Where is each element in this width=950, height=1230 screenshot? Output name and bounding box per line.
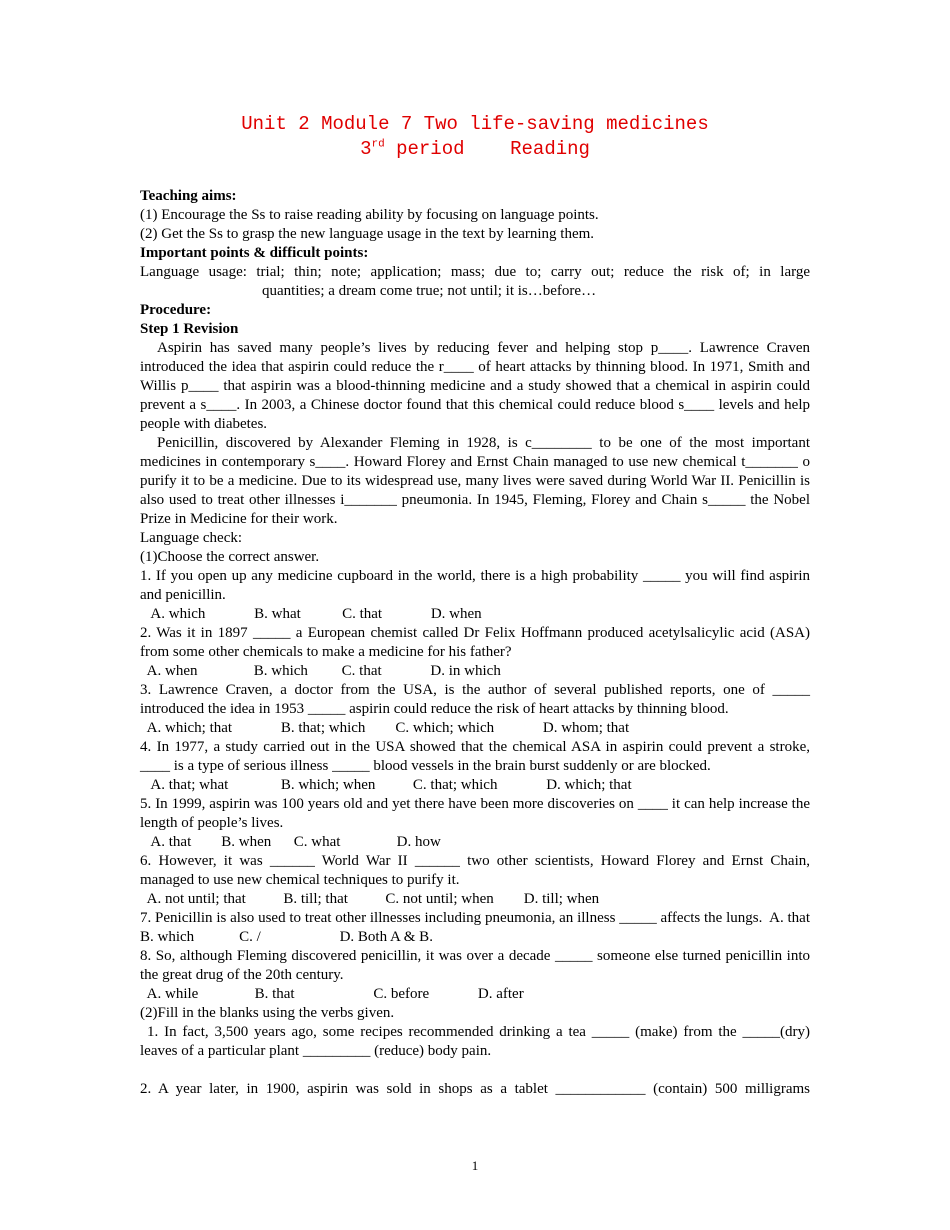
question-7 <box>140 909 844 947</box>
document-title <box>140 112 810 162</box>
question-text: 7. Penicillin is also used to treat other illnesses including pneumonia, an illness _____ affects the lungs. A. that B. which C. / D. Both A & B. <box>140 910 844 945</box>
aim-item-1: (1) Encourage the Ss to raise reading ability by focusing on language points. <box>140 207 599 223</box>
step1-heading: Step 1 Revision <box>140 321 239 337</box>
question-options: A. that; what B. which; when C. that; which D. which; that <box>140 777 632 793</box>
question-3 <box>140 681 810 738</box>
procedure-heading: Procedure: <box>140 302 212 318</box>
document-page <box>140 112 844 1099</box>
question-text: 5. In 1999, aspirin was 100 years old and yet there have been more discoveries on ____ it can help increase the length of people’s lives. <box>140 796 810 831</box>
aims-heading: Teaching aims: <box>140 188 237 204</box>
part2-heading: (2)Fill in the blanks using the verbs given. <box>140 1005 395 1021</box>
page-number: 1 <box>471 1158 479 1173</box>
question-text: 4. In 1977, a study carried out in the USA showed that the chemical ASA in aspirin could prevent a stroke, ____ is a type of serious illness _____ blood vessels in the brain burst suddenly or are blocked. <box>140 739 810 774</box>
part1-heading: (1)Choose the correct answer. <box>140 549 320 565</box>
title-period-text: period Reading <box>384 138 590 160</box>
points-line-1: Language usage: trial; thin; note; application; mass; due to; carry out; reduce the risk of; in large <box>140 264 810 280</box>
question-text: 1. If you open up any medicine cupboard in the world, there is a high probability _____ you will find aspirin and penicillin. <box>140 568 810 603</box>
language-check-heading: Language check: <box>140 530 243 546</box>
fill-item-2: 2. A year later, in 1900, aspirin was sold in shops as a tablet ____________ (contain) 500 milligrams <box>140 1081 810 1097</box>
question-text: 6. However, it was ______ World War II ______ two other scientists, Howard Florey and Ernst Chain, managed to use new chemical techniques to purify it. <box>140 853 810 888</box>
question-8 <box>140 947 810 1004</box>
fill-item-1: 1. In fact, 3,500 years ago, some recipes recommended drinking a tea _____ (make) from the _____(dry) leaves of a particular plant _________ (reduce) body pain. <box>140 1024 810 1059</box>
revision-paragraph-2: Penicillin, discovered by Alexander Fleming in 1928, is c________ to be one of the most important medicines in contemporary s____. Howard Florey and Ernst Chain managed to use new chemical t_______ o purify it to be a medicine. Due to its widespread use, many lives were saved during World War II. Penicillin is also used to treat other illnesses i_______ pneumonia. In 1945, Fleming, Florey and Chain s_____ the Nobel Prize in Medicine for their work. <box>140 435 810 527</box>
title-line-1: Unit 2 Module 7 Two life-saving medicines <box>241 113 709 135</box>
revision-paragraph-1: Aspirin has saved many people’s lives by reducing fever and helping stop p____. Lawrence Craven introduced the idea that aspirin could reduce the r____ of heart attacks by thinning blood. In 1971, Smith and Willis p____ that aspirin was a blood-thinning medicine and a study showed that a chemical in aspirin could prevent a s____. In 2003, a Chinese doctor found that this chemical could reduce blood s____ levels and help people with diabetes. <box>140 340 810 432</box>
question-4 <box>140 738 810 795</box>
question-5 <box>140 795 810 852</box>
question-options: A. which B. what C. that D. when <box>140 606 482 622</box>
title-period-number: 3 <box>360 138 372 160</box>
points-line-2: quantities; a dream come true; not until; it is…before… <box>262 283 597 299</box>
points-heading: Important points & difficult points: <box>140 245 369 261</box>
question-options: A. that B. when C. what D. how <box>140 834 441 850</box>
aim-item-2: (2) Get the Ss to grasp the new language usage in the text by learning them. <box>140 226 595 242</box>
title-line-2 <box>140 137 810 162</box>
question-text: 8. So, although Fleming discovered penicillin, it was over a decade _____ someone else turned penicillin into the great drug of the 20th century. <box>140 948 810 983</box>
question-text: 2. Was it in 1897 _____ a European chemist called Dr Felix Hoffmann produced acetylsalicylic acid (ASA) from some other chemicals to make a medicine for his father? <box>140 625 810 660</box>
question-options: A. not until; that B. till; that C. not until; when D. till; when <box>140 891 600 907</box>
question-text: 3. Lawrence Craven, a doctor from the USA, is the author of several published reports, one of _____ introduced the idea in 1953 _____ aspirin could reduce the risk of heart attacks by thinning blood. <box>140 682 810 717</box>
question-options: A. while B. that C. before D. after <box>140 986 524 1002</box>
question-options: A. which; that B. that; which C. which; which D. whom; that <box>140 720 630 736</box>
question-options: A. when B. which C. that D. in which <box>140 663 501 679</box>
title-period-suffix: rd <box>371 138 385 151</box>
question-6 <box>140 852 810 909</box>
question-1 <box>140 567 810 624</box>
question-2 <box>140 624 810 681</box>
